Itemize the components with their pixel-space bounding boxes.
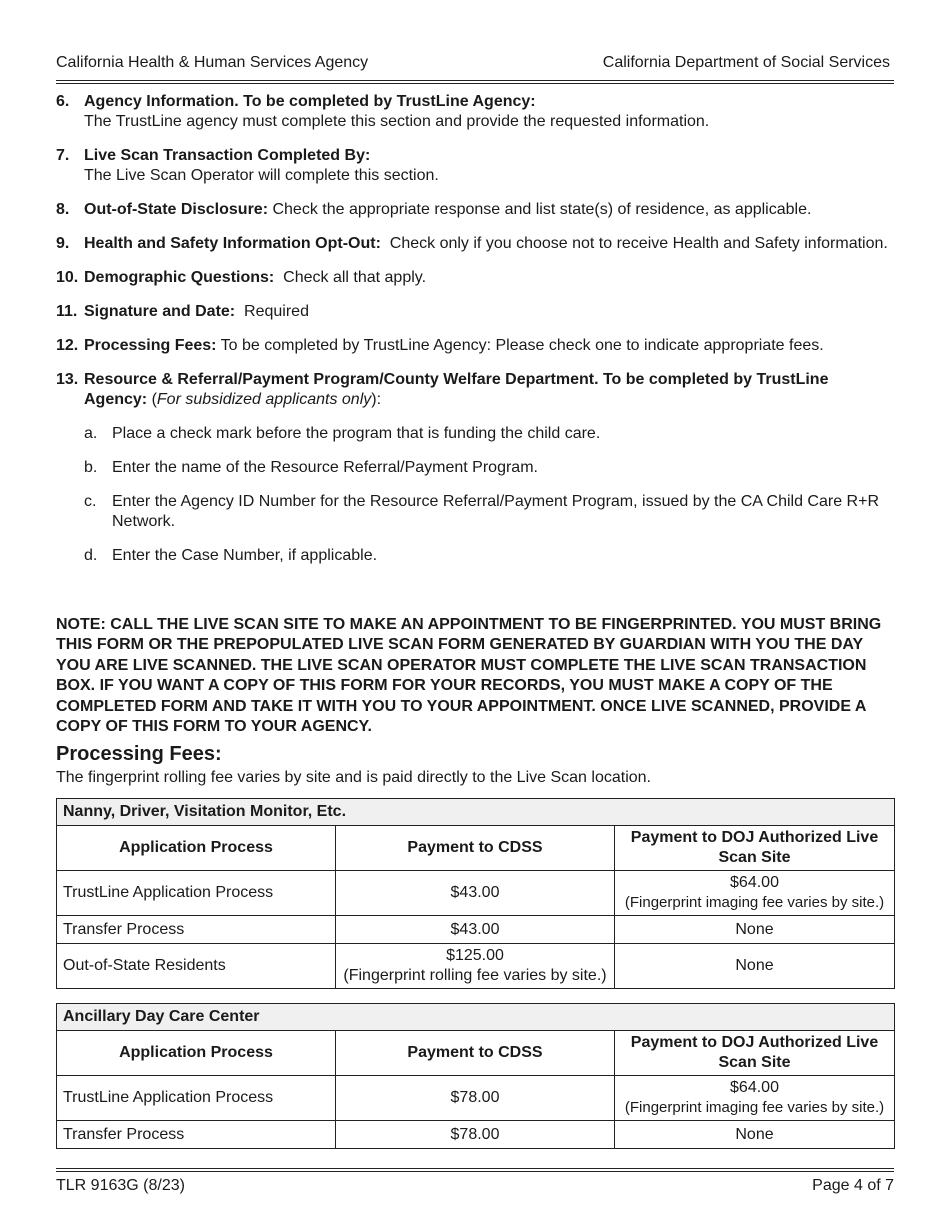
form-number: TLR 9163G (8/23) xyxy=(56,1177,185,1194)
item-number: 6. xyxy=(56,93,70,110)
doj-cell: None xyxy=(615,944,895,989)
item-number: 12. xyxy=(56,337,79,354)
doj-cell xyxy=(615,871,895,916)
table-row xyxy=(57,916,895,944)
doj-amount: $64.00 xyxy=(730,874,779,891)
table-section-title: Nanny, Driver, Visitation Monitor, Etc. xyxy=(57,799,895,826)
item-number: 8. xyxy=(56,201,70,218)
instruction-item-8 xyxy=(56,200,894,220)
fees-table-ancillary xyxy=(56,1003,895,1149)
item-number: 13. xyxy=(56,371,79,388)
sub-text: Enter the Agency ID Number for the Resource Referral/Payment Program, issued by the CA Child Care R+R Network. xyxy=(112,493,880,530)
sub-item-a xyxy=(84,424,894,444)
doj-cell xyxy=(615,1076,895,1121)
sub-item-d xyxy=(84,546,894,566)
item-text: Check all that apply. xyxy=(274,269,427,286)
item-title: Processing Fees: xyxy=(84,337,217,354)
header-divider xyxy=(56,80,894,84)
item-title: Demographic Questions: xyxy=(84,269,275,286)
column-header: Payment to DOJ Authorized Live Scan Site xyxy=(615,826,895,871)
doj-amount: $64.00 xyxy=(730,1079,779,1096)
item-title: Resource & Referral/Payment Program/County Welfare Department. To be completed by TrustLine Agency: xyxy=(84,371,829,408)
sub-text: Place a check mark before the program that is funding the child care. xyxy=(112,425,601,442)
sub-letter: a. xyxy=(84,425,98,442)
column-header: Application Process xyxy=(57,1031,336,1076)
table-section-title: Ancillary Day Care Center xyxy=(57,1004,895,1031)
cdss-cell: $78.00 xyxy=(336,1076,615,1121)
item-number: 7. xyxy=(56,147,70,164)
instruction-item-10 xyxy=(56,268,894,288)
page-number: Page 4 of 7 xyxy=(812,1177,894,1194)
header-agency: California Health & Human Services Agency xyxy=(56,54,369,71)
doj-cell: None xyxy=(615,916,895,944)
processing-fees-description: The fingerprint rolling fee varies by site and is paid directly to the Live Scan location. xyxy=(56,769,651,786)
cdss-cell: $43.00 xyxy=(336,871,615,916)
item-number: 10. xyxy=(56,269,79,286)
cdss-cell: $43.00 xyxy=(336,916,615,944)
sub-letter: c. xyxy=(84,493,97,510)
item-title: Health and Safety Information Opt-Out: xyxy=(84,235,381,252)
page-footer xyxy=(56,1176,894,1196)
doj-cell: None xyxy=(615,1121,895,1149)
cdss-cell: $78.00 xyxy=(336,1121,615,1149)
item-title: Out-of-State Disclosure: xyxy=(84,201,269,218)
instruction-item-12 xyxy=(56,336,894,356)
item-text: Check the appropriate response and list state(s) of residence, as applicable. xyxy=(268,201,812,218)
item-text: To be completed by TrustLine Agency: Please check one to indicate appropriate fees. xyxy=(216,337,824,354)
item-title: Signature and Date: xyxy=(84,303,236,320)
table-row xyxy=(57,1076,895,1121)
sub-text: Enter the Case Number, if applicable. xyxy=(112,547,378,564)
appointment-note: NOTE: CALL THE LIVE SCAN SITE TO MAKE AN APPOINTMENT TO BE FINGERPRINTED. YOU MUST BRING THIS FORM OR THE PREPOPULATED LIVE SCAN FORM GENERATED BY GUARDIAN WITH YOU THE DAY YOU ARE LIVE SCANNED. THE LIVE SCAN OPERATOR MUST COMPLETE THE LIVE SCAN TRANSACTION BOX. IF YOU WANT A COPY OF THIS FORM FOR YOUR RECORDS, YOU MUST MAKE A COPY OF THE COMPLETED FORM AND TAKE IT WITH YOU TO YOUR APPOINTMENT. ONCE LIVE SCANNED, PROVIDE A COPY OF THIS FORM TO YOUR AGENCY. xyxy=(56,616,882,736)
process-cell: Transfer Process xyxy=(57,1121,336,1149)
table-row xyxy=(57,871,895,916)
doj-note: (Fingerprint imaging fee varies by site.) xyxy=(624,1099,885,1116)
footer-divider xyxy=(56,1168,894,1172)
instruction-item-7 xyxy=(56,146,894,186)
sub-item-b xyxy=(84,458,894,478)
sub-item-c xyxy=(84,492,894,532)
column-header: Payment to CDSS xyxy=(336,826,615,871)
sub-text: Enter the name of the Resource Referral/Payment Program. xyxy=(112,459,538,476)
processing-fees-title: Processing Fees: xyxy=(56,743,222,765)
sub-letter: b. xyxy=(84,459,98,476)
paren-open: ( xyxy=(147,391,157,408)
cdss-cell xyxy=(336,944,615,989)
doj-note: (Fingerprint imaging fee varies by site.) xyxy=(624,894,885,911)
item-number: 9. xyxy=(56,235,70,252)
column-header: Payment to CDSS xyxy=(336,1031,615,1076)
table-row xyxy=(57,1121,895,1149)
instruction-item-13 xyxy=(56,370,894,410)
item-text: The TrustLine agency must complete this section and provide the requested information. xyxy=(84,113,710,130)
cdss-amount: $125.00 xyxy=(446,947,504,964)
header-department: California Department of Social Services xyxy=(602,54,890,71)
page-header xyxy=(56,53,890,73)
item-italic-note: For subsidized applicants only xyxy=(156,391,372,408)
cdss-note: (Fingerprint rolling fee varies by site.) xyxy=(343,967,607,984)
fees-table-nanny xyxy=(56,798,895,989)
process-cell: Transfer Process xyxy=(57,916,336,944)
table-row xyxy=(57,944,895,989)
sub-letter: d. xyxy=(84,547,98,564)
item-number: 11. xyxy=(56,303,78,320)
instruction-item-9 xyxy=(56,234,894,254)
column-header: Application Process xyxy=(57,826,336,871)
paren-close: ): xyxy=(371,391,382,408)
item-title: Live Scan Transaction Completed By: xyxy=(84,147,371,164)
column-header: Payment to DOJ Authorized Live Scan Site xyxy=(615,1031,895,1076)
process-cell: TrustLine Application Process xyxy=(57,1076,336,1121)
process-cell: Out-of-State Residents xyxy=(57,944,336,989)
instructions-list xyxy=(56,92,894,580)
instruction-item-11 xyxy=(56,302,894,322)
process-cell: TrustLine Application Process xyxy=(57,871,336,916)
item-text: Check only if you choose not to receive Health and Safety information. xyxy=(380,235,888,252)
item-text: The Live Scan Operator will complete this section. xyxy=(84,167,439,184)
item-title: Agency Information. To be completed by TrustLine Agency: xyxy=(84,93,536,110)
instruction-item-6 xyxy=(56,92,894,132)
item-text: Required xyxy=(235,303,309,320)
